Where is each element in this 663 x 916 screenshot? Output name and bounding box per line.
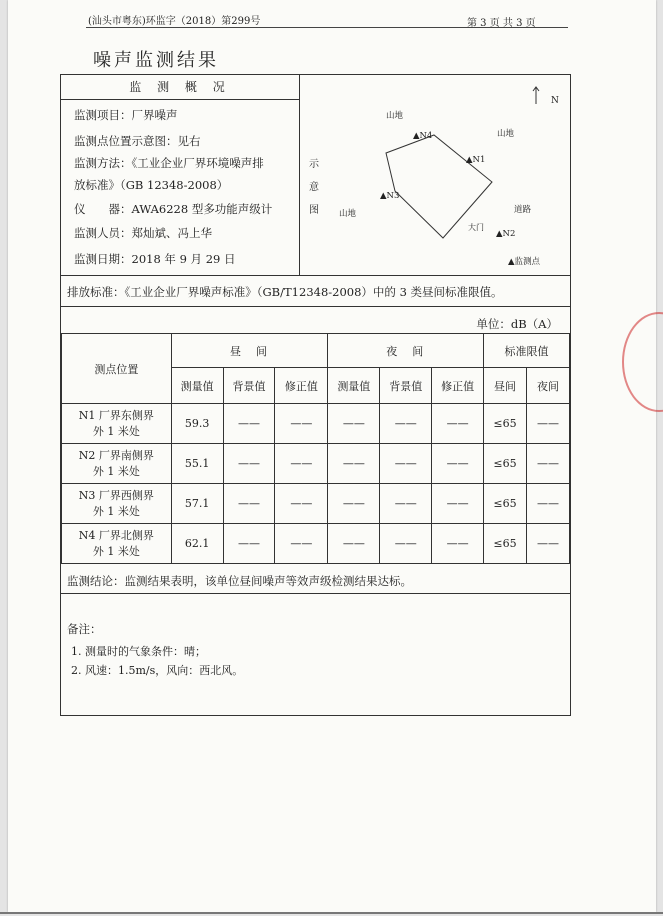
night-measured-value: —— xyxy=(328,404,380,444)
row-position-line1: N1 厂界东侧界 xyxy=(78,408,154,422)
sub-header-limit-day: 昼间 xyxy=(484,368,527,404)
monitor-method-line2: 放标准》（GB 12348-2008） xyxy=(74,178,229,192)
label-road: 道路 xyxy=(514,205,532,215)
night-limit-value: —— xyxy=(526,484,569,524)
sub-header-limit-night: 夜间 xyxy=(526,368,569,404)
page-title: 噪声监测结果 xyxy=(93,50,219,71)
monitor-staff: 监测人员：郑灿斌、冯上华 xyxy=(74,226,212,240)
diagram-side-label-1: 示 xyxy=(309,159,319,170)
point-n1: ▲N1 xyxy=(466,155,486,165)
night-corrected-value: —— xyxy=(432,524,484,564)
day-measured-value: 62.1 xyxy=(171,524,223,564)
table-row xyxy=(62,524,570,564)
day-background-value: —— xyxy=(223,444,275,484)
night-background-value: —— xyxy=(380,484,432,524)
row-position-line2: 外 1 米处 xyxy=(92,424,140,438)
header-position: 测点位置 xyxy=(62,334,172,404)
row-position-line2: 外 1 米处 xyxy=(92,544,140,558)
monitoring-conclusion: 监测结论：监测结果表明，该单位昼间噪声等效声级检测结果达标。 xyxy=(67,574,412,588)
day-limit-value: ≤65 xyxy=(484,524,527,564)
night-corrected-value: —— xyxy=(432,484,484,524)
row-position-line2: 外 1 米处 xyxy=(92,504,140,518)
emission-standard: 排放标准：《工业企业厂界噪声标准》（GB/T12348-2008）中的 3 类昼间标准限值。 xyxy=(67,285,503,299)
note-weather: 1. 测量时的气象条件：晴； xyxy=(71,645,206,658)
day-background-value: —— xyxy=(223,524,275,564)
monitor-item: 监测项目：厂界噪声 xyxy=(74,108,178,122)
night-limit-value: —— xyxy=(526,404,569,444)
notes-title: 备注： xyxy=(67,622,102,636)
day-measured-value: 55.1 xyxy=(171,444,223,484)
label-mountain-left: 山地 xyxy=(339,209,357,219)
monitor-location: 监测点位置示意图：见右 xyxy=(74,134,201,148)
conclusion-rule xyxy=(61,593,570,594)
sub-header-day-measured: 测量值 xyxy=(171,368,223,404)
night-background-value: —— xyxy=(380,444,432,484)
header-day: 昼 间 xyxy=(171,334,328,368)
monitor-instrument: 仪 器：AWA6228 型多功能声级计 xyxy=(74,202,273,216)
results-table xyxy=(61,333,570,564)
day-background-value: —— xyxy=(223,404,275,444)
label-gate: 大门 xyxy=(468,223,484,232)
day-measured-value: 57.1 xyxy=(171,484,223,524)
header-night: 夜 间 xyxy=(328,334,484,368)
sub-header-night-measured: 测量值 xyxy=(328,368,380,404)
day-background-value: —— xyxy=(223,484,275,524)
night-measured-value: —— xyxy=(328,484,380,524)
legend-monitoring-point: ▲监测点 xyxy=(508,257,541,267)
label-mountain-right: 山地 xyxy=(497,129,515,139)
site-boundary-drawing xyxy=(300,75,570,275)
unit-label: 单位：dB（A） xyxy=(476,317,558,331)
row-position-line1: N4 厂界北侧界 xyxy=(78,528,154,542)
overview-heading: 监 测 概 况 xyxy=(61,75,299,100)
report-frame xyxy=(60,74,571,716)
day-limit-value: ≤65 xyxy=(484,444,527,484)
document-number: (汕头市粤东)环监字（2018）第299号 xyxy=(88,16,261,27)
overview-section xyxy=(61,75,300,276)
site-diagram xyxy=(300,75,570,276)
sub-header-day-corrected: 修正值 xyxy=(275,368,328,404)
header-rule xyxy=(86,27,568,28)
point-n3: ▲N3 xyxy=(380,191,400,201)
note-wind: 2. 风速：1.5m/s，风向：西北风。 xyxy=(71,664,244,677)
monitor-method-line1: 监测方法：《工业企业厂界环境噪声排 xyxy=(74,156,264,170)
row-position-line1: N3 厂界西侧界 xyxy=(78,488,154,502)
day-limit-value: ≤65 xyxy=(484,484,527,524)
point-n4: ▲N4 xyxy=(413,131,433,141)
night-background-value: —— xyxy=(380,524,432,564)
row-position-line1: N2 厂界南侧界 xyxy=(78,448,154,462)
header-limit: 标准限值 xyxy=(484,334,570,368)
label-mountain-top: 山地 xyxy=(386,111,404,121)
page-bottom-rule xyxy=(0,912,663,914)
night-corrected-value: —— xyxy=(432,444,484,484)
day-corrected-value: —— xyxy=(275,444,328,484)
table-row xyxy=(62,404,570,444)
table-row xyxy=(62,484,570,524)
night-limit-value: —— xyxy=(526,524,569,564)
diagram-side-label-3: 图 xyxy=(309,205,319,216)
night-measured-value: —— xyxy=(328,524,380,564)
point-n2: ▲N2 xyxy=(496,229,516,239)
night-corrected-value: —— xyxy=(432,404,484,444)
night-background-value: —— xyxy=(380,404,432,444)
night-measured-value: —— xyxy=(328,444,380,484)
monitor-date: 监测日期：2018 年 9 月 29 日 xyxy=(74,252,236,266)
day-corrected-value: —— xyxy=(275,484,328,524)
day-measured-value: 59.3 xyxy=(171,404,223,444)
night-limit-value: —— xyxy=(526,444,569,484)
day-corrected-value: —— xyxy=(275,524,328,564)
day-corrected-value: —— xyxy=(275,404,328,444)
diagram-side-label-2: 意 xyxy=(309,182,319,193)
table-row xyxy=(62,444,570,484)
emission-standard-row xyxy=(61,276,570,307)
sub-header-night-background: 背景值 xyxy=(380,368,432,404)
sub-header-night-corrected: 修正值 xyxy=(432,368,484,404)
sub-header-day-background: 背景值 xyxy=(223,368,275,404)
north-label: N xyxy=(551,96,559,106)
day-limit-value: ≤65 xyxy=(484,404,527,444)
page-indicator: 第 3 页 共 3 页 xyxy=(467,18,536,29)
row-position-line2: 外 1 米处 xyxy=(92,464,140,478)
